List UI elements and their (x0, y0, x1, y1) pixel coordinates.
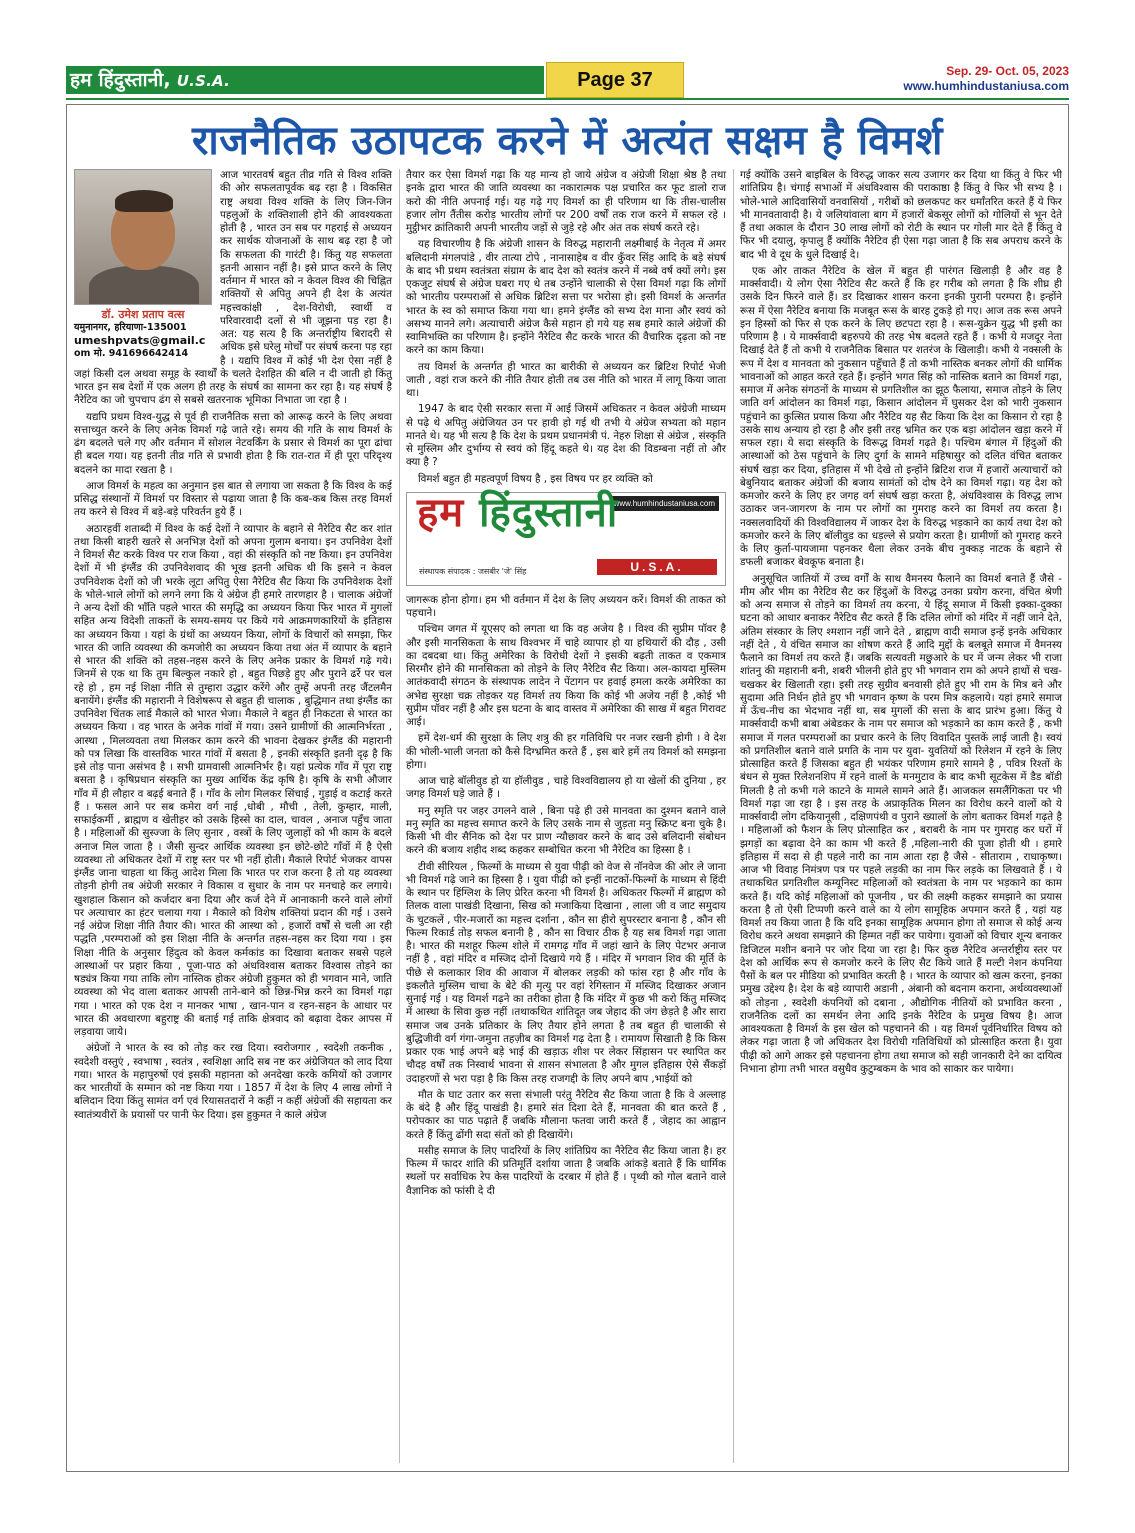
page-header (66, 62, 1069, 100)
paragraph: गई क्योंकि उसने बाइबिल के विरुद्ध जाकर सत्य उजागर कर दिया था किंतु वे फिर भी शांतिप्रिय है। चंगाई सभाओं में अंधविश्वास की पराकाष्ठा है किंतु वे फिर भी सभ्य है । भोले-भाले आदिवासियों वनवासियों , गरीबों को छलकपट कर धर्मांतरित करते हैं ये फिर भी मानवतावादी है। ये जलियांवाला बाग में हजारों बेकसूर लोगों को गोलियों से भून देते हैं तथा अकाल के दौरान 30 लाख लोगों को रोटी के स्थान पर गोली मार देते हैं किंतु वे फिर भी दयालु, कृपालु हैं क्योंकि नैरेटिव ही ऐसा गढ़ा जाता है कि सब अपराध करने के बाद भी वे दूध के धुले दिखाई दे। (740, 169, 1062, 261)
logo-editor: संस्थापक संपादक : जसबीर 'जे' सिंह (419, 566, 527, 576)
column-divider (399, 169, 400, 1463)
header-rule (66, 98, 1069, 100)
article-frame (66, 104, 1069, 1472)
paragraph: यह विचारणीय है कि अंग्रेजी शासन के विरुद्ध महारानी लक्ष्मीबाई के नेतृत्व में अमर बलिदानी मंगलपांडे , वीर तात्या टोपे , नानासाहेब व वीर कुँवर सिंह आदि के बड़े संघर्ष के बाद भी प्रथम स्वतंत्रता संग्राम के बाद देश को स्वतंत्र करने में नब्बे वर्ष क्यों लगे। इस एकजुट संघर्ष से अंग्रेज घबरा गए थे तब उन्होंने चालाकी से ऐसा विमर्श गढ़ा कि लोगों को भारतीय परम्पराओं से अधिक ब्रिटिश सत्ता पर भरोसा हो। इसी विमर्श के अन्तर्गत भारत के स्व को समाप्त किया गया था। हमने इंग्लैंड को सभ्य देश माना और स्वयं को असभ्य मानने लगे। अत्याचारी अंग्रेज कैसे महान हो गये यह सब हमारे काले अंग्रेजों की स्वामिभक्ति का परिणाम है। इन्होंने नैरेटिव सैट करके भारत की वैचारिक दृढ़ता को नष्ट करने का काम किया। (406, 238, 726, 357)
paragraph: तय विमर्श के अन्तर्गत ही भारत का बारीकी से अध्ययन कर ब्रिटिश रिपोर्ट भेजी जाती , वहां राज करने की नीति तैयार होती तब उस नीति को भारत में लागू किया जाता था। (406, 360, 726, 399)
col1-body (74, 411, 392, 1122)
issue-date: Sep. 29- Oct. 05, 2023 (946, 64, 1069, 78)
paper-suffix: U.S.A. (176, 72, 230, 90)
paragraph: अंग्रेजों ने भारत के स्व को तोड़ कर रख दिया। स्वरोजगार , स्वदेशी तकनीक , स्वदेशी वस्तुएं , स्वभाषा , स्वतंत्र , स्वशिक्षा आदि सब नष्ट कर अंग्रेजियत को लाद दिया गया। भारत के महापुरुषों एवं इसकी महानता को अनदेखा करके कमियों को उजागर कर भारतीयों के सम्मान को नष्ट किया गया । 1857 में देश के लिए 4 लाख लोगों ने बलिदान दिया किंतु सामंत वर्ग एवं रियासतदारों ने कहीं न कहीं अंग्रेजों की सहायता कर स्वातंत्र्यवीरों के प्रयासों पर पानी फेर दिया। इस हुकुमत ने काले अंग्रेज (74, 1042, 392, 1121)
paragraph: मनु स्मृति पर जहर उगलने वाले , बिना पढ़े ही उसे मानवता का दुश्मन बताने वाले मनु स्मृति का महत्त्व समाप्त करने के लिए उसके नाम से जुड़ता मनु स्क्रिप्ट बना चुके है। किसी भी वीर सैनिक को देश पर प्राण न्यौछावर करने के बाद उसे बलिदानी संबोधन करने की बजाय शहीद शब्द कहकर सम्बोधित करना भी नैरेटिव का हिस्सा है । (406, 804, 726, 857)
intro-paragraph: आज भारतवर्ष बहुत तीव्र गति से विश्व शक्ति की ओर सफलतापूर्वक बढ़ रहा है । विकसित राष्ट्र अथवा विश्व शक्ति के लिए जिन-जिन पहलुओं के शक्तिशाली होने की आवश्यकता होती है , भारत उन सब पर गहराई से अध्ययन कर सार्थक योजनाओं के साथ बढ़ रहा है जो कि सफलता की गारंटी है। किंतु यह सफलता इतनी आसान नहीं है। इसे प्राप्त करने के लिए वर्तमान में भारत को न केवल विश्व की चिह्नित शक्तियों से अपितु अपने ही देश के अत्यंत महत्त्वकांक्षी , देश-विरोधी, स्वार्थी व परिवारवादी दलों से भी जूझना पड़ रहा है। अत: यह सत्य है कि अन्तर्राष्ट्रीय बिरादरी से अधिक इसे घरेलु मोर्चों पर संघर्ष करना पड़ रहा है । यद्यपि विश्व में कोई भी देश ऐसा नहीं है जहां किसी दल अथवा समूह के स्वार्थों के चलते देशहित की बलि न दी जाती हो किंतु भारत इन सब देशों में एक अलग ही तरह के संघर्ष का सामना कर रहा है। यह संघर्ष है नैरेटिव का जो चुपचाप ढंग से सबसे खतरनाक भूमिका निभाता जा रहा है । (74, 169, 392, 407)
paragraph: अनुसूचित जातियों में उच्च वर्गों के साथ वैमनस्य फैलाने का विमर्श बनाते हैं जैसे - मीम और भीम का नैरेटिव सैट कर हिंदुओं के विरुद्ध उनका प्रयोग करना, वंचित श्रेणी को अन्य समाज से तोड़ने का विमर्श तय करना, ये हिंदू समाज में किसी इक्का-दुक्का घटना को आधार बनाकर नैरेटिव सैट करते हैं कि दलित लोगों को मंदिर में नहीं जाने देते, अंतिम संस्कार के लिए श्मशान नहीं जाने देते , ब्राह्मण वादी समाज इन्हें इनके अधिकार नहीं देते , ये वंचित समाज का शोषण करते हैं आदि मुद्दों के बलबूते समाज में वैमनस्य फैलाने का विमर्श तय करते हैं। जबकि सत्यवती मछुआरे के घर में जन्म लेकर भी राजा शांतनु की महारानी बनी, शबरी भीलनी होते हुए भी भगवान राम को अपने हाथों से चख-चखकर बेर खिलाती रहा। इसी तरह सुग्रीव बनवासी होते हुए भी राम के मित्र बने और सुदामा अति निर्धन होते हुए भी भगवान कृष्ण के परम मित्र कहलाये। यहां हमारे समाज में ऊँच-नीच का भेदभाव नहीं था, सब मुगलों की सत्ता के बाद प्रारंभ हुआ। किंतु ये मार्क्सवादी कभी बाबा अंबेडकर के नाम पर समाज को भड़काने का काम करते हैं , कभी समाज में गलत परम्पराओं का प्रचार करने के लिए विवादित पुस्तकें लाई जाती है। स्वयं को प्रगतिशील बताने वाले प्रगति के नाम पर युवा- युवतियों को रिलेशन में रहने के लिए प्रोत्साहित करते हैं जिसका बहुत ही भयंकर परिणाम हमारे सामने है , पवित्र रिश्तों के बंधन से मुक्त रिलेशनशिप में रहने वालों के मनमुटाव के बाद कभी सूटकेस में डैड बॉडी मिलती है तो कभी गले काटने के मामले सामने आते हैं। आजकल समलैंगिकता पर भी विमर्श गढ़ा जा रहा है । इस तरह के अप्राकृतिक मिलन का विरोध करने वालों को ये मार्क्सवादी लोग दकियानूसी , दक्षिणपंथी व पुराने ख्यालों के लोग बताकर विमर्श गढ़ते है । महिलाओं को फैशन के लिए प्रोत्साहित कर , बराबरी के नाम पर गुमराह कर घरों में झगड़ों का बढ़ावा देने का काम भी करते हैं ,महिला-नारी की पूजा होती थी । हमारे इतिहास में सदा से ही पहले नारी का नाम आता रहा है जैसे - सीताराम , राधाकृष्ण। आज भी विवाह निमंत्रण पत्र पर पहले लड़की का नाम फिर लड़के का लिखवाते हैं । ये तथाकथित प्रगतिशील कम्यूनिस्ट महिलाओं को स्वतंत्रता के नाम पर भड़काने का काम करते हैं। यदि कोई महिलाओं को पूजनीय , घर की लक्ष्मी कहकर समझाने का प्रयास करता है तो ऐसी टिप्पणी करने वाले का ये लोग सामूहिक अपमान करते हैं , यहां यह विमर्श तय किया जाता है कि यदि इनका सामूहिक अपमान होगा तो समाज से कोई अन्य विरोध करने अथवा समझाने की हिम्मत नहीं कर पायेगा। युवाओं को विचार शून्य बनाकर डिजिटल मशीन बनाने पर जोर दिया जा रहा है। फिर कुछ नैरेटिव अन्तर्राष्ट्रीय स्तर पर देश को आर्थिक रूप से कमजोर करने के लिए सैट किये जाते हैं मल्टी नेशन कंपनिया पैसों के बल पर मीडिया को प्रभावित करती है । भारत के व्यापार को खत्म करना, इनका प्रमुख उद्देश्य है। देश के बड़े व्यापारी अडानी , अंबानी को बदनाम कराना, अर्थव्यवस्थाओं को तोड़ना , स्वदेशी कंपनियों को दबाना , औद्योगिक नीतियों को प्रभावित करना , राजनैतिक दलों का समर्थन लेना आदि इनके नैरेटिव के प्रमुख विषय है। आज आवश्यकता है विमर्श के इस खेल को पहचानने की । यह विमर्श पूर्वनिर्धारित विषय को लेकर गढ़ा जाता है जो अधिकतर देश विरोधी गतिविधियों को प्रोत्साहित करता है। युवा पीढ़ी को आगे आकर इसे पहचानना होगा तथा समाज को सही जानकारी देने का दायित्व निभाना होगा तभी भारत वसुधैव कुटुम्बकम के भाव को साकार कर पायेगा। (740, 572, 1062, 1075)
paragraph: आज चाहे बॉलीवुड हो या हॉलीवुड , चाहे विश्वविद्यालय हो या खेलों की दुनिया , हर जगह विमर्श घड़े जाते हैं । (406, 775, 726, 801)
column-divider (733, 169, 734, 1463)
article-column-3 (740, 169, 1062, 1079)
paragraph: विमर्श बहुत ही महत्वपूर्ण विषय है , इस विषय पर हर व्यक्ति को (418, 472, 653, 485)
paragraph: आज विमर्श के महत्व का अनुमान इस बात से लगाया जा सकता है कि विश्व के कई प्रसिद्ध संस्थानों में विमर्श पर विस्तार से पढ़ाया जाता है कि कब-कब किस तरह विमर्श तय करने से विश्व में बड़े-बड़े परिवर्तन हुये हैं । (74, 479, 392, 519)
paragraph: 1947 के बाद ऐसी सरकार सत्ता में आई जिसमें अधिकतर न केवल अंग्रेजी माध्यम से पढ़े थे अपितु अंग्रेजियत उन पर हावी हो गई थी तभी ये अंग्रेज सभ्यता को महान मानते थे। यह भी सत्य है कि देश के प्रथम प्रधानमंत्री पं. नेहरु शिक्षा से अंग्रेज , संस्कृति से मुस्लिम और दुर्भाग्य से स्वयं को हिंदू कहते थे। यह देश की विडम्बना नहीं तो और क्या है ? (406, 403, 726, 469)
article-column-1 (74, 169, 392, 1125)
issue-info (903, 64, 1069, 94)
author-name: डॉ. उमेश प्रताप वत्स (101, 308, 185, 321)
paragraph: अठारहवीं शताब्दी में विश्व के कई देशों ने व्यापार के बहाने से नैरेटिव सैट कर शांत तथा किसी बाहरी खतरे से अनभिज्ञ देशों को अपना गुलाम बनाया। इन उपनिवेश देशों ने विमर्श सैट करके विश्व पर राज किया , वहां की संस्कृति को नष्ट किया। इन उपनिवेश देशों में भी इंग्लैंड की उपनिवेशवाद की भूख इतनी अधिक थी कि इसने न केवल उपनिवेशक देशों को जी भरके लूटा अपितु ऐसा नैरेटिव सैट किया कि उपनिवेशक देशों के भोले-भाले लोगों को लगने लगा कि ये अंग्रेज ही हमारे तारणहार है । चालाक अंग्रेजों ने अन्य देशों की भाँति पहले भारत की समृद्धि का अध्ययन किया फिर भारत में मुगलों सहित अन्य विदेशी ताकतों के समय-समय पर किये गये आक्रमणकारियों के इतिहास का अध्ययन किया । यहां के ग्रंथों का अध्ययन किया, लोगों के विचारों को समझा, फिर भारत की जाति व्यवस्था की कमजोरी का अध्ययन किया तथा अंत में व्यापार के बहाने से भारत की शक्ति को तहस-नहस करने के लिए अनेक प्रकार के विमर्श गढ़े गये। जिनमें से एक था कि तुम बिल्कुल नकारे हो , बहुत पिछड़े हुए और पुराने ढर्रे पर चल रहे हो , हम नई शिक्षा नीति से तुम्हारा उद्धार करेंगे और तुम्हें अपनी तरह जैंटलमैन बनायेंगे। इंग्लैंड की महारानी ने विशेषरूप से बहुत ही चालाक , बुद्धिमान तथा इंग्लैंड का उपनिवेश चिंतक लार्ड मैकाले को भारत भेजा। मैकाले ने बहुत ही निकटता से भारत का अध्ययन किया । वह भारत के अनेक गांवों में गया। उसने ग्रामीणों की आत्मनिर्भरता , आस्था , मिलव्यवता तथा मिलकर काम करने की भावना देखकर इंग्लैंड की महारानी को पत्र लिखा कि वास्तविक भारत गांवों में बसता है , इनकी संस्कृति इतनी दृढ़ है कि इसे तोड़ पाना असंभव है । सभी ग्रामवासी आत्मनिर्भर है। यहां प्रत्येक गाँव में पूरा राष्ट्र बसता है । कृषिप्रधान संस्कृति का मुख्य आर्थिक केंद्र कृषि है। कृषि के सभी औजार गाँव में ही लौहार व बढ़ई बनाते हैं । गाँव के लोग मिलकर सिंचाई , गुड़ाई व कटाई करते हैं । फसल आने पर सब कमेरा वर्ग नाई ,धोबी , मौची , तेली, कुम्हार, माली, सफाईकर्मी , ब्राह्मण व खेतीहर को उसके हिस्से का दाल, चावल , अनाज पहुँच जाता है । महिलाओं की सुस्ज्जा के लिए सुनार , वस्त्रों के लिए जुलाहों को भी काम के बदले अनाज मिल जाता है । जैसी सुन्दर आर्थिक व्यवस्था इन छोटे-छोटे गाँवों में है ऐसी व्यवस्था तो अधिकतर देशों में राष्ट्र स्तर पर भी नहीं होती। मैकाले रिपोर्ट भेजकर वापस इंग्लैंड जाना चाहता था किंतु आदेश मिला कि भारत पर राज करना है तो यह व्यवस्था तोड़नी होगी तब अंग्रेजी सरकार ने विकास व सुधार के नाम पर मनचाहे कर लगाये। खुशहाल किसान को कर्जदार बना दिया और कर्ज देने में आनाकानी करने वाले लोगों पर अत्याचार का हंटर चलाया गया । मैकाले को विशेष शक्तियां प्रदान की गई । उसने नई अंग्रेज शिक्षा नीति तैयार की। भारत की आस्था को , हजारों वर्षों से चली आ रही पद्धति ,परम्पराओं को इस शिक्षा नीति के अन्तर्गत तहस-नहस कर दिया गया । इस शिक्षा नीति के अनुसार हिंदुत्व को केवल कर्मकांड का दिखावा बताकर सबसे पहले आस्थाओं पर प्रहार किया , पूजा-पाठ को अंधविश्वास बताकर विश्वास तोड़ने का षड्यंत्र किया गया ताकि लोग नास्तिक होकर अंग्रेजी हुकुमत को ही भगवान माने, जाति व्यवस्था को भेद वाला बताकर आपसी ताने-बाने को छिन्न-भिन्न करने का विमर्श गढ़ा गया । भारत को एक देश न मानकर भाषा , खान-पान व रहन-सहन के आधार पर भारत की अवधारणा बहुराष्ट्र की बताई गई ताकि क्षेत्रवाद को बढ़ावा देकर आपस में लड़वाया जाये। (74, 522, 393, 1038)
article-column-2 (406, 169, 726, 1201)
author-photo (74, 169, 212, 305)
article-headline: राजनैतिक उठापटक करने में अत्यंत सक्षम है विमर्श (191, 118, 944, 164)
logo-url[interactable]: www.humhindustaniusa.com (610, 496, 719, 511)
author-box (74, 169, 212, 360)
website-link[interactable]: www.humhindustaniusa.com (903, 79, 1069, 93)
newspaper-logo (406, 489, 726, 586)
author-email[interactable]: umeshpvats@gmail.c (74, 334, 206, 348)
paragraph: पश्चिम जगत में यूएसए को लगता था कि वह अजेय है । विश्व की सुप्रीम पॉवर है और इसी मानसिकता के साथ विश्वभर में चाहे व्यापार हो या हथियारों की दौड़ , उसी का दबदबा था। किंतु अमेरिका के विरोधी देशों ने इसकी बढ़ती ताकत व एकमात्र सिरमौर होने की मानसिकता को तोड़ने के लिए नैरेटिव सैट किया। अल-कायदा मुस्लिम आतंकवादी संगठन के संस्थापक लादेन ने पेंटागन पर हवाई हमला करके अमेरिका का अभेद्य सुरक्षा चक्र तोड़कर यह विमर्श तय किया कि कोई भी अजेय नहीं है ,कोई भी सुप्रीम पॉवर नहीं है और इस घटना के बाद वास्तव में अमेरिका की साख में बहुत गिरावट आई। (406, 623, 727, 728)
author-location: यमुनानगर, हरियाणा-135001 (74, 322, 187, 334)
paragraph: तैयार कर ऐसा विमर्श गढ़ा कि यह मान्य हो जाये अंग्रेज व अंग्रेजी शिक्षा श्रेष्ठ है तथा इनके द्वारा भारत की जाति व्यवस्था का नकारात्मक पक्ष प्रचारित कर फूट डालो राज करो की नीति अपनाई गई। यह गढ़े गए विमर्श का ही परिणाम था कि तीस-चालीस हजार लोग तैंतीस करोड़ भारतीय लोगों पर 200 वर्षों तक राज करने में सफल रहे । मुट्ठीभर क्रांतिकारी अपनी भारतीय जड़ों से जुड़े रहे और अंत तक संघर्ष करते रहे। (406, 169, 726, 234)
logo-usa-band: U.S.A. (597, 559, 717, 575)
newspaper-page (66, 62, 1069, 1470)
paragraph: मौत के घाट उतार कर सत्ता संभाली परंतु नैरेटिव सैट किया जाता है कि वे अल्लाह के बंदे है और हिंदू पाखंडी है। हमारे संत दिशा देते हैं, मानवता की बात करते हैं , परोपकार का पाठ पढ़ाते हैं जबकि मौलाना फतवा जारी करते हैं , जेहाद का आह्वान करते हैं किंतु ढोंगी सदा संतों को ही दिखायेंगे। (406, 1088, 726, 1141)
paragraph: मसीह समाज के लिए पादरियों के लिए शांतिप्रिय का नैरेटिव सैट किया जाता है। हर फिल्म में फादर शांति की प्रतिमूर्ति दर्शाया जाता है जबकि आंकड़े बताते हैं कि धार्मिक स्थलों पर सर्वाधिक रेप केस पादरियों के दरबार में होते हैं । पृथ्वी को गोल बताने वाले वैज्ञानिक को फांसी दे दी (406, 1144, 726, 1197)
paragraph: यद्यपि प्रथम विश्व-युद्ध से पूर्व ही राजनैतिक सत्ता को आरूढ़ करने के लिए अथवा सत्ताच्युत करने के लिए अनेक विमर्श गढ़े जाते रहे। समय की गति के साथ विमर्श के ढंग बदलते चले गए और वर्तमान में सोशल नेटवर्किंग के प्रसार से विमर्श का पूरा ढांचा ही बदल गया। यह इतनी तीव्र गति से प्रभावी होता है कि रात-रात में ही पूरा परिदृश्य बदलने का मादा रखता है । (74, 410, 392, 476)
paragraph: एक ओर ताकत नैरेटिव के खेल में बहुत ही पारंगत खिलाड़ी है और वह है मार्क्सवादी। ये लोग ऐसा नैरेटिव सैट करते हैं कि हर गरीब को लगता है कि शीघ्र ही उसके दिन फिरने वाले हैं। डर दिखाकर शासन करना इनकी पुरानी परम्परा है। इन्होंने रूस में ऐसा नैरेटिव बनाया कि मजबूत रूस के बारह टुकड़े हो गए। आज तक रूस अपने इन हिस्सों को फिर से एक करने के लिए छटपटा रहा है । रूस-युक्रेन युद्ध भी इसी का परिणाम है । ये मार्क्सवादी बहरुपये की तरह भेष बदलते रहते हैं । कभी ये मजदूर नेता दिखाई देते हैं तो कभी ये राजनैतिक बिसात पर शतरंज के खिलाड़ी। कभी ये नक्सली के रूप में देश व मानवता को नुकसान पहुँचाते हैं तो कभी नास्तिक बनकर लोगों की धार्मिक भावनाओं को आहत करते रहते हैं। इन्होंने भगत सिंह को नास्तिक बताने का विमर्श गढ़ा, समाज में अनेक संगठनों के माध्यम से प्रगतिशील का झूठ फैलाया, समाज तोड़ने के लिए जाति वर्ग आंदोलन का विमर्श गढ़ा, किसान आंदोलन में घुसकर देश को भारी नुकसान पहुंचाने का कुत्सित प्रयास किया और नैरेटिव यह सैट किया कि देश का किसान रो रहा है उसके साथ अन्याय हो रहा है और इसी तरह भ्रमित कर एक बड़ा आंदोलन खड़ा करने में सफल रहा। ये सदा संस्कृति के विरूद्ध विमर्श गढ़ते है। पश्चिम बंगाल में हिंदुओं की आस्थाओं को ठेस पहुंचाने के लिए दुर्गा के सामने महिषासुर को दलित वंचित बताकर संघर्ष खड़ा कर दिया, इतिहास में भी देखे तो इन्होंने ब्रिटिश राज में हजारों अत्याचारों को बेबुनियाद बताकर अंग्रेजों की बजाय सामंतों को दोष देने का विमर्श गढ़ा। यह देश को कमजोर करने के लिए हर जगह वर्ग संघर्ष खड़ा करता है, अंधविश्वास के विरुद्ध लाभ उठाकर जन-जागरण के नाम पर लोगों का गुमराह करने का विमर्श तय करता है। नक्सलवादियों की विश्वविद्यालय में जाकर देश के विरुद्ध भड़काने का कार्य तथा देश को कमजोर करने के लिए बॉलीवुड का धड़ल्ले से प्रयोग करता है। ग्रामीणों को गुमराह करने के लिए कुर्ता-पायजामा पहनकर थैला लेकर उनके बीच नुक्कड़ नाटक के बहाने से डफली बजाकर बेवकूफ बनाता है। (740, 264, 1062, 569)
author-phone: om मो. 941696642414 (74, 348, 189, 360)
logo-name: हम हिंदुस्तानी (417, 489, 619, 536)
paragraph: हमें देश-धर्म की सुरक्षा के लिए शत्रु की हर गतिविधि पर नजर रखनी होगी । वे देश की भोली-भाली जनता को कैसे दिग्भ्रमित करते हैं , इस बारे हमें तय विमर्श को समझना होगा। (406, 732, 726, 771)
page-number: Page 37 (546, 62, 684, 98)
paragraph: टीवी सीरियल , फिल्मों के माध्यम से युवा पीढ़ी को वेज से नॉनवेज की ओर ले जाना भी विमर्श गढ़े जाने का हिस्सा है । युवा पीढ़ी को इन्हीं नाटकों-फिल्मों के माध्यम से हिंदी के स्थान पर हिंग्लिश के लिए प्रेरित करना भी विमर्श है। अधिकतर फिल्मों में ब्राह्मण को तिलक वाला पाखंडी दिखाना, सिख को मजाकिया दिखाना , लाला जी व जाट समुदाय के चुटकलें , पीर-मजारों का महत्त्व दर्शाना , कौन सा हीरो सुपरस्टार बनाना है , कौन सी फिल्म रिकार्ड तोड़ सफल बनानी है , कौन सा विचार ठीक है यह सब विमर्श गढ़ा जाता है। भारत की मशहूर फिल्म शोले में रामगढ़ गाँव में जहां खाने के लिए पेटभर अनाज नहीं है , वहां मंदिर व मस्जिद दोनों दिखाये गये हैं । मंदिर में भगवान शिव की मूर्ति के पीछे से कलाकार शिव की आवाज में बोलकर लड़की को फांस रहा है और गाँव के इकलौते मुस्लिम चाचा के बेटे की मृत्यु पर वहां रेगिस्तान में मस्जिद दिखाकर अजान सुनाई गई । यह विमर्श गढ़ने का तरीका होता है कि मंदिर में कुछ भी करो किंतु मस्जिद में आस्था के सिवा कुछ नहीं ।तथाकथित शांतिदूत जब जेहाद की जंग छेड़ते है और सारा समाज जब उनके प्रतिकार के लिए तैयार होने लगता है तब बहुत ही चालाकी से बुद्धिजीवी वर्ग गंगा-जमुना तहज़ीब का विमर्श गढ़ देता है । रामायण सिखाती है कि किस प्रकार एक भाई अपने बड़े भाई की खड़ाऊ शीश पर लेकर सिंहासन पर स्थापित कर चौदह वर्षों तक निस्वार्थ भावना से शासन संभालता है और मुगल इतिहास ऐसे सैंकड़ों उदाहरणों से भरा पड़ा है कि किस तरह राजगद्दी के लिए अपने बाप ,भाईयों को (406, 860, 726, 1085)
paragraph: जागरूक होना होगा। हम भी वर्तमान में देश के लिए अध्ययन करें। विमर्श की ताकत को पहचाने। (406, 593, 726, 619)
paper-title: हम हिंदुस्तानी, U.S.A. (70, 69, 230, 91)
